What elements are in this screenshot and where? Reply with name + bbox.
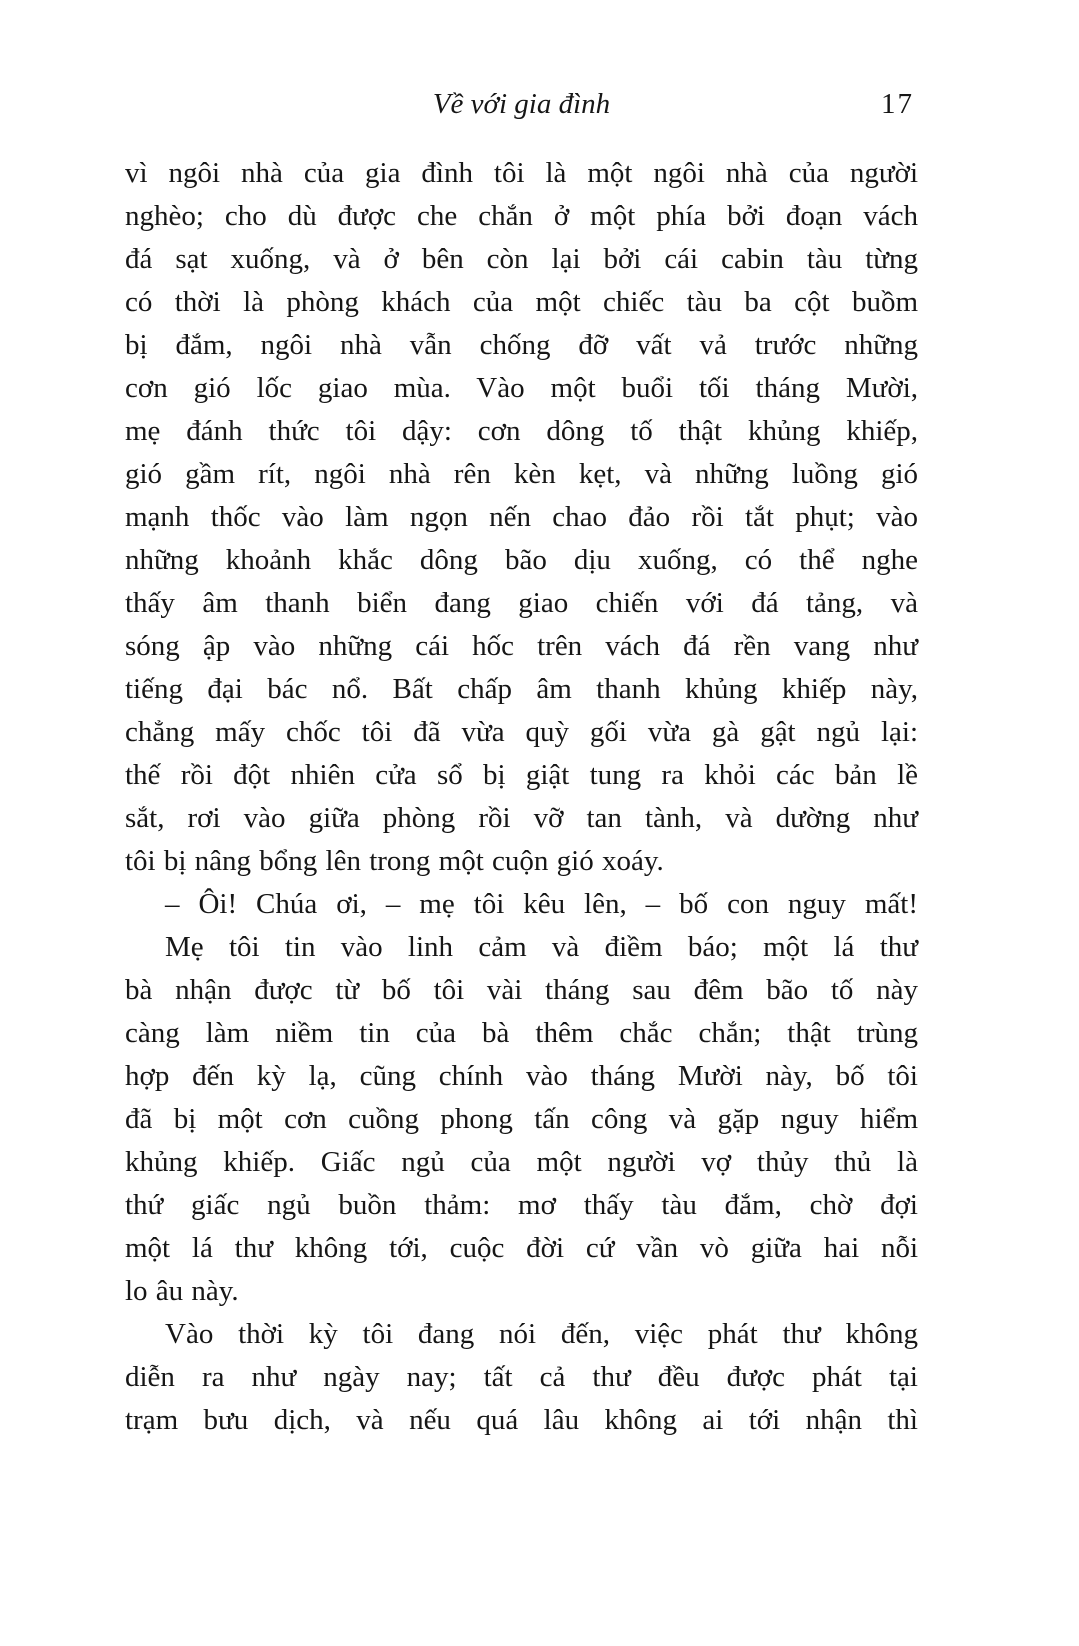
- paragraph: [125, 883, 918, 926]
- text-line: Vào thời kỳ tôi đang nói đến, việc phát thư không: [165, 1318, 918, 1350]
- text-line: nghèo; cho dù được che chắn ở một phía bởi đoạn vách: [125, 200, 918, 232]
- page-body: [125, 152, 918, 1442]
- text-line: thứ giấc ngủ buồn thảm: mơ thấy tàu đắm, chờ đợi: [125, 1189, 918, 1221]
- text-line: thế rồi đột nhiên cửa sổ bị giật tung ra khỏi các bản lề: [125, 759, 918, 791]
- paragraph: [125, 1313, 918, 1442]
- text-block: [125, 82, 918, 1442]
- text-line: vì ngôi nhà của gia đình tôi là một ngôi nhà của người: [125, 157, 918, 189]
- running-header: [125, 82, 918, 126]
- text-line: những khoảnh khắc dông bão dịu xuống, có thể nghe: [125, 544, 918, 576]
- text-line: lo âu này.: [125, 1275, 239, 1307]
- text-line: mẹ đánh thức tôi dậy: cơn dông tố thật khủng khiếp,: [125, 415, 918, 447]
- text-line: bà nhận được từ bố tôi vài tháng sau đêm bão tố này: [125, 974, 918, 1006]
- text-line: trạm bưu dịch, và nếu quá lâu không ai tới nhận thì: [125, 1404, 918, 1436]
- text-line: càng làm niềm tin của bà thêm chắc chắn; thật trùng: [125, 1017, 918, 1049]
- text-line: tôi bị nâng bổng lên trong một cuộn gió xoáy.: [125, 845, 664, 877]
- text-line: bị đắm, ngôi nhà vẫn chống đỡ vất vả trước những: [125, 329, 918, 361]
- text-line: diễn ra như ngày nay; tất cả thư đều được phát tại: [125, 1361, 918, 1393]
- text-line: chẳng mấy chốc tôi đã vừa quỳ gối vừa gà gật ngủ lại:: [125, 716, 918, 748]
- text-line: đã bị một cơn cuồng phong tấn công và gặp nguy hiểm: [125, 1103, 918, 1135]
- text-line: khủng khiếp. Giấc ngủ của một người vợ thủy thủ là: [125, 1146, 918, 1178]
- text-line: sóng ập vào những cái hốc trên vách đá rền vang như: [125, 630, 918, 662]
- running-title: Về với gia đình: [432, 88, 611, 120]
- page-number: 17: [881, 88, 914, 120]
- text-line: tiếng đại bác nổ. Bất chấp âm thanh khủng khiếp này,: [125, 673, 918, 705]
- paragraph: [125, 152, 918, 883]
- text-line: mạnh thốc vào làm ngọn nến chao đảo rồi tắt phụt; vào: [125, 501, 918, 533]
- text-line: sắt, rơi vào giữa phòng rồi vỡ tan tành, và dường như: [125, 802, 918, 834]
- text-line: thấy âm thanh biển đang giao chiến với đá tảng, và: [125, 587, 918, 619]
- text-line: cơn gió lốc giao mùa. Vào một buổi tối tháng Mười,: [125, 372, 918, 404]
- text-line: gió gầm rít, ngôi nhà rên kèn kẹt, và những luồng gió: [125, 458, 918, 490]
- text-line: hợp đến kỳ lạ, cũng chính vào tháng Mười này, bố tôi: [125, 1060, 918, 1092]
- text-line: Mẹ tôi tin vào linh cảm và điềm báo; một lá thư: [165, 931, 918, 963]
- text-line: có thời là phòng khách của một chiếc tàu ba cột buồm: [125, 286, 918, 318]
- text-line: một lá thư không tới, cuộc đời cứ vần vò giữa hai nỗi: [125, 1232, 918, 1264]
- text-line: – Ôi! Chúa ơi, – mẹ tôi kêu lên, – bố con nguy mất!: [165, 888, 918, 920]
- paragraph: [125, 926, 918, 1313]
- text-line: đá sạt xuống, và ở bên còn lại bởi cái cabin tàu từng: [125, 243, 918, 275]
